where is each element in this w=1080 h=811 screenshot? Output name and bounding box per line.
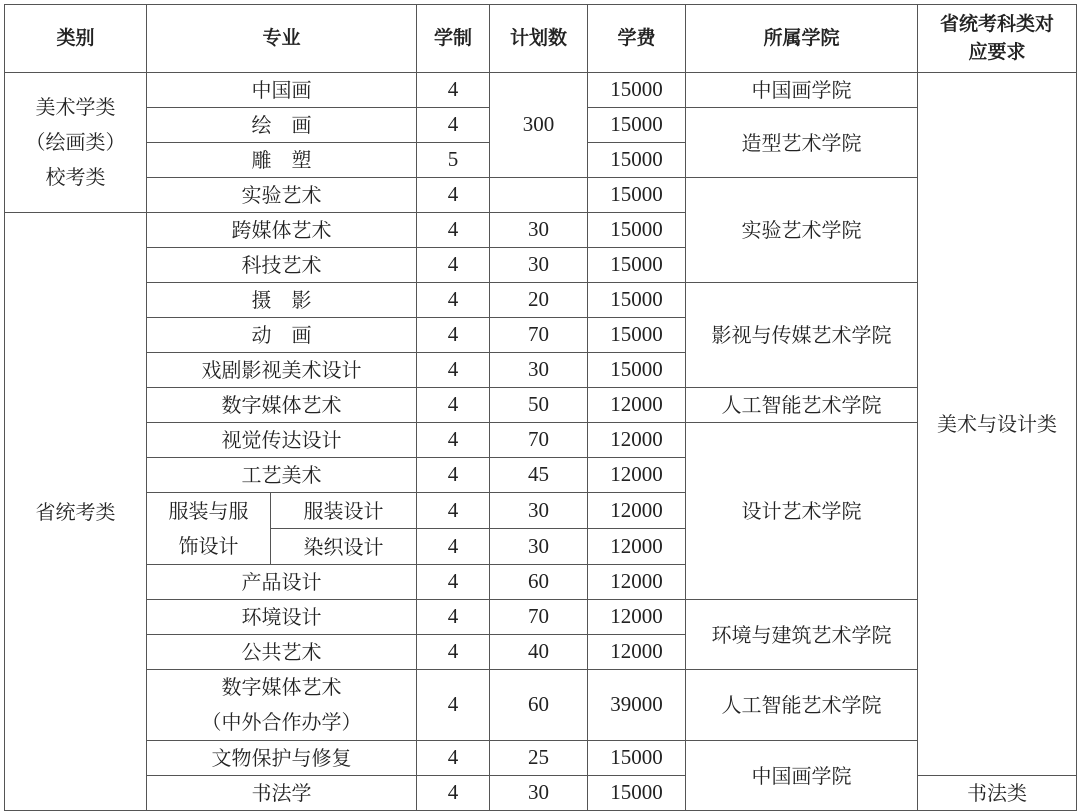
tuition-cell: 15000 (588, 741, 686, 776)
tuition-cell: 15000 (588, 143, 686, 178)
duration-cell: 4 (417, 283, 490, 318)
plan-cell: 50 (490, 388, 588, 423)
table-row (5, 670, 1077, 741)
sub-major-cell: 染织设计 (271, 529, 417, 565)
duration-cell: 4 (417, 776, 490, 811)
table-row (5, 73, 1077, 108)
college-cell: 影视与传媒艺术学院 (686, 283, 918, 388)
college-cell: 造型艺术学院 (686, 108, 918, 178)
tuition-cell: 12000 (588, 565, 686, 600)
major-cell: 环境设计 (147, 600, 417, 635)
sub-major-cell: 服装设计 (271, 493, 417, 529)
header-tuition: 学费 (588, 5, 686, 73)
tuition-cell: 12000 (588, 388, 686, 423)
tuition-cell: 39000 (588, 670, 686, 741)
table-row (5, 283, 1077, 318)
table-row (5, 741, 1077, 776)
duration-cell: 4 (417, 73, 490, 108)
major-cell: 产品设计 (147, 565, 417, 600)
category-province-exam: 省统考类 (5, 213, 147, 811)
duration-cell: 4 (417, 741, 490, 776)
tuition-cell: 12000 (588, 635, 686, 670)
major-cell: 动 画 (147, 318, 417, 353)
major-cell-group (147, 493, 271, 565)
plan-cell: 60 (490, 565, 588, 600)
college-cell: 环境与建筑艺术学院 (686, 600, 918, 670)
header-requirement-text: 省统考科类对 应要求 (939, 12, 1054, 63)
plan-cell: 70 (490, 318, 588, 353)
duration-cell: 4 (417, 388, 490, 423)
tuition-cell: 15000 (588, 213, 686, 248)
header-row (5, 5, 1077, 73)
header-duration: 学制 (417, 5, 490, 73)
tuition-cell: 12000 (588, 529, 686, 565)
header-plan: 计划数 (490, 5, 588, 73)
table-row (5, 600, 1077, 635)
major-cell: 科技艺术 (147, 248, 417, 283)
major-cell: 文物保护与修复 (147, 741, 417, 776)
requirement-art-design: 美术与设计类 (918, 73, 1077, 776)
major-cell: 戏剧影视美术设计 (147, 353, 417, 388)
major-cell: 数字媒体艺术 (147, 388, 417, 423)
college-cell: 人工智能艺术学院 (686, 670, 918, 741)
table-row (5, 388, 1077, 423)
duration-cell: 4 (417, 213, 490, 248)
plan-cell (490, 178, 588, 213)
tuition-cell: 12000 (588, 493, 686, 529)
major-cell: 雕 塑 (147, 143, 417, 178)
duration-cell: 4 (417, 248, 490, 283)
college-cell: 设计艺术学院 (686, 423, 918, 600)
tuition-cell: 15000 (588, 283, 686, 318)
plan-cell: 25 (490, 741, 588, 776)
tuition-cell: 15000 (588, 73, 686, 108)
tuition-cell: 15000 (588, 248, 686, 283)
duration-cell: 5 (417, 143, 490, 178)
college-cell: 实验艺术学院 (686, 178, 918, 283)
requirement-calligraphy: 书法类 (918, 776, 1077, 811)
tuition-cell: 15000 (588, 318, 686, 353)
duration-cell: 4 (417, 108, 490, 143)
major-cell: 绘 画 (147, 108, 417, 143)
plan-cell: 70 (490, 423, 588, 458)
major-cell-tall (147, 670, 417, 741)
tuition-cell: 12000 (588, 458, 686, 493)
table-row (5, 423, 1077, 458)
major-cell: 中国画 (147, 73, 417, 108)
duration-cell: 4 (417, 493, 490, 529)
duration-cell: 4 (417, 353, 490, 388)
plan-cell-merged: 300 (490, 73, 588, 178)
table-row (5, 178, 1077, 213)
duration-cell: 4 (417, 635, 490, 670)
tuition-cell: 12000 (588, 423, 686, 458)
major-cell: 书法学 (147, 776, 417, 811)
duration-cell: 4 (417, 458, 490, 493)
major-cell: 跨媒体艺术 (147, 213, 417, 248)
tuition-cell: 15000 (588, 776, 686, 811)
plan-cell: 40 (490, 635, 588, 670)
majors-table (4, 4, 1077, 811)
college-cell: 中国画学院 (686, 73, 918, 108)
major-cell: 工艺美术 (147, 458, 417, 493)
major-cell: 公共艺术 (147, 635, 417, 670)
duration-cell: 4 (417, 318, 490, 353)
duration-cell: 4 (417, 565, 490, 600)
tuition-cell: 15000 (588, 353, 686, 388)
tuition-cell: 15000 (588, 178, 686, 213)
duration-cell: 4 (417, 600, 490, 635)
header-category: 类别 (5, 5, 147, 73)
major-group-text: 服装与服 饰设计 (168, 498, 249, 558)
major-tall-text: 数字媒体艺术 （中外合作办学） (201, 675, 362, 734)
plan-cell: 70 (490, 600, 588, 635)
header-requirement (918, 5, 1077, 73)
duration-cell: 4 (417, 178, 490, 213)
tuition-cell: 15000 (588, 108, 686, 143)
header-major: 专业 (147, 5, 417, 73)
plan-cell: 30 (490, 776, 588, 811)
duration-cell: 4 (417, 529, 490, 565)
plan-cell: 30 (490, 248, 588, 283)
plan-cell: 20 (490, 283, 588, 318)
major-cell: 实验艺术 (147, 178, 417, 213)
major-cell: 摄 影 (147, 283, 417, 318)
college-cell: 中国画学院 (686, 741, 918, 811)
duration-cell: 4 (417, 670, 490, 741)
plan-cell: 30 (490, 493, 588, 529)
plan-cell: 30 (490, 529, 588, 565)
tuition-cell: 12000 (588, 600, 686, 635)
header-college: 所属学院 (686, 5, 918, 73)
plan-cell: 45 (490, 458, 588, 493)
major-cell: 视觉传达设计 (147, 423, 417, 458)
plan-cell: 30 (490, 213, 588, 248)
category-school-exam-text: 美术学类 （绘画类） 校考类 (25, 95, 126, 189)
plan-cell: 30 (490, 353, 588, 388)
plan-cell: 60 (490, 670, 588, 741)
duration-cell: 4 (417, 423, 490, 458)
college-cell: 人工智能艺术学院 (686, 388, 918, 423)
category-school-exam (5, 73, 147, 213)
